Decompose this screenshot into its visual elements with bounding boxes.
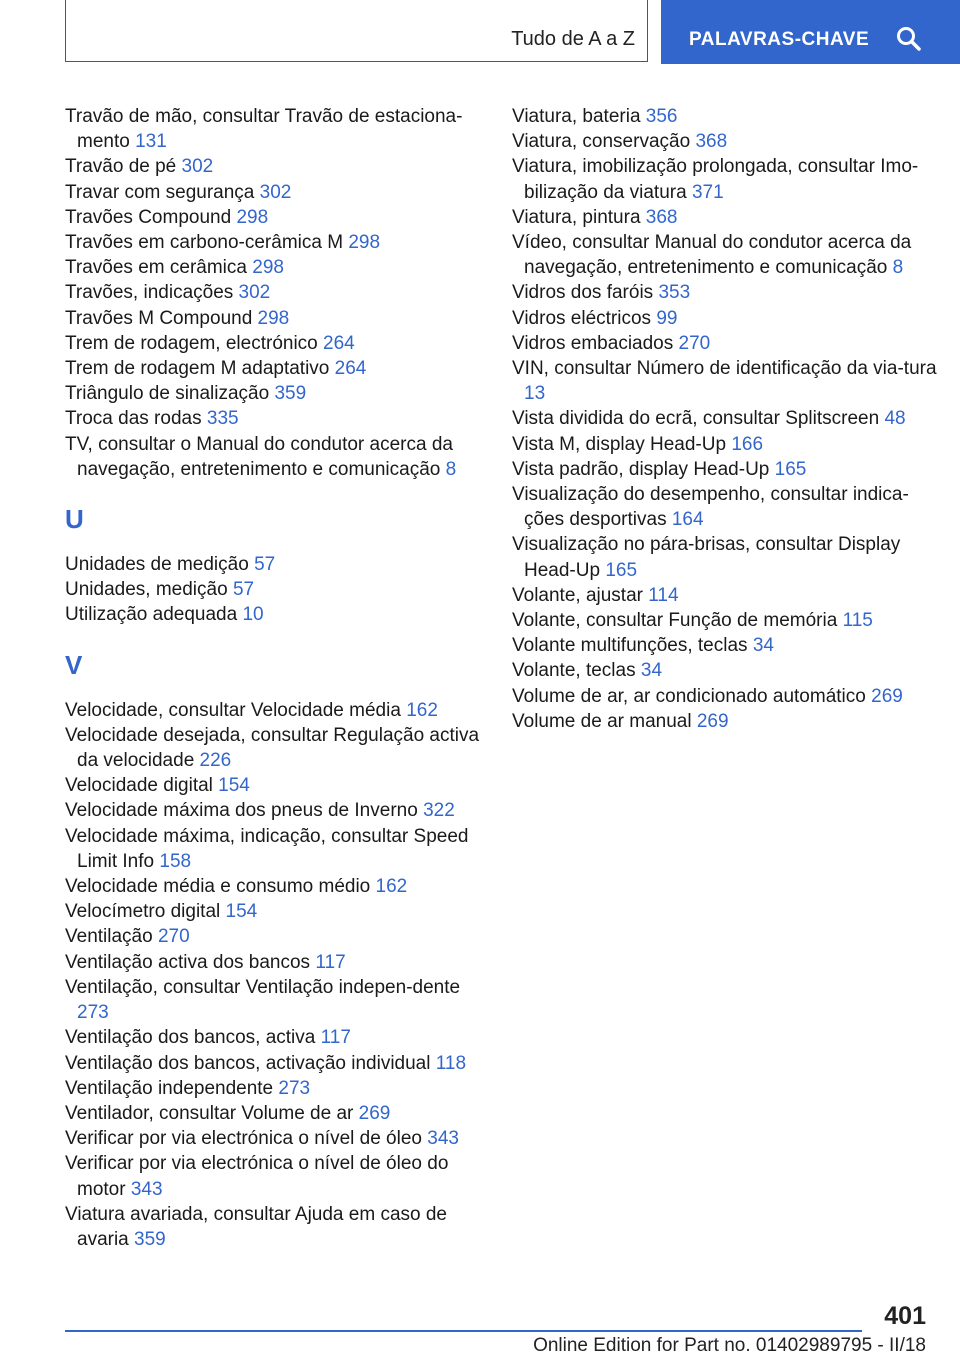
page-reference-link[interactable]: 162 [375, 876, 408, 898]
page-reference-link[interactable]: 264 [323, 332, 355, 354]
index-entry-text: Vista dividida do ecrã, consultar Splitscreen [512, 408, 880, 430]
page-reference-link[interactable]: 165 [605, 559, 638, 581]
index-entry-text: Trem de rodagem M adaptativo [65, 358, 330, 380]
index-entry [512, 709, 942, 734]
page-reference-link[interactable]: 34 [752, 635, 774, 657]
page-reference-link[interactable]: 270 [678, 332, 711, 354]
index-entry [512, 583, 942, 608]
page-reference-link[interactable]: 269 [696, 710, 729, 732]
index-entry-text: Ventilação, consultar Ventilação indepen-dente [65, 976, 461, 998]
index-entry [65, 1126, 495, 1151]
page-reference-link[interactable]: 298 [257, 307, 290, 329]
page-reference-link[interactable]: 10 [242, 604, 264, 626]
index-entry [65, 356, 495, 381]
index-entry [65, 432, 495, 482]
index-entry-text: Verificar por via electrónica o nível de óleo do motor [65, 1153, 449, 1200]
page-reference-link[interactable]: 162 [406, 699, 438, 721]
index-entry [65, 698, 495, 723]
index-entry-text: Viatura, imobilização prolongada, consultar Imo-bilização da viatura [512, 156, 919, 203]
index-entry [65, 1151, 495, 1201]
page-reference-link[interactable]: 343 [130, 1178, 163, 1200]
index-entry-text: Volante, teclas [512, 660, 636, 682]
index-entry [512, 633, 942, 658]
index-entry [65, 723, 495, 773]
page-reference-link[interactable]: 99 [656, 307, 678, 329]
index-entry-text: Travões em cerâmica [65, 257, 247, 279]
page-reference-link[interactable]: 298 [252, 257, 284, 279]
index-entry [65, 154, 495, 179]
page-reference-link[interactable]: 298 [236, 206, 269, 228]
page-reference-link[interactable]: 359 [274, 383, 307, 405]
index-entry-text: Viatura avariada, consultar Ajuda em caso de avaria [65, 1203, 447, 1250]
index-entry-text: Velocidade digital [65, 775, 213, 797]
index-entry [65, 230, 495, 255]
index-entry-text: Viatura, bateria [512, 106, 641, 127]
page-reference-link[interactable]: 131 [135, 131, 167, 153]
index-entry-text: Vista M, display Head-Up [512, 433, 727, 455]
index-entry-text: Velocidade, consultar Velocidade média [65, 699, 401, 721]
section-letter: V [65, 649, 83, 680]
index-entry-text: Velocidade máxima, indicação, consultar Speed Limit Info [65, 825, 469, 872]
index-entry-text: Ventilação dos bancos, activa [65, 1027, 316, 1049]
index-entry-text: Verificar por via electrónica o nível de óleo [65, 1128, 422, 1150]
section-letter: U [65, 504, 84, 535]
index-entry-text: Viatura, pintura [512, 206, 641, 228]
index-entry-text: Ventilação activa dos bancos [65, 951, 311, 973]
index-entry [65, 1025, 495, 1050]
page-reference-link[interactable]: 117 [315, 951, 346, 973]
index-entry [65, 577, 495, 602]
page-reference-link[interactable]: 269 [358, 1102, 391, 1124]
index-entry-text: Ventilador, consultar Volume de ar [65, 1102, 354, 1124]
index-entry-text: Travões M Compound [65, 307, 253, 329]
page-reference-link[interactable]: 298 [348, 232, 381, 254]
page-reference-link[interactable]: 356 [645, 106, 678, 127]
index-entry [65, 255, 495, 280]
index-entry-text: Travões Compound [65, 206, 232, 228]
index-entry [65, 824, 495, 874]
page-reference-link[interactable]: 335 [206, 408, 239, 430]
index-entry-text: VIN, consultar Número de identificação da via-tura [512, 358, 937, 380]
index-entry [512, 356, 942, 406]
index-entry [512, 432, 942, 457]
keywords-tab[interactable] [661, 0, 960, 64]
index-entry [65, 773, 495, 798]
page-reference-link[interactable]: 359 [134, 1228, 166, 1250]
page-reference-link[interactable]: 166 [731, 433, 764, 455]
page-reference-link[interactable]: 118 [435, 1052, 467, 1074]
index-entry-text: Travões, indicações [65, 282, 234, 304]
index-entry [512, 457, 942, 482]
index-entry-text: Vídeo, consultar Manual do condutor acerca da navegação, entretenimento e comunicação [512, 232, 912, 279]
index-entry-text: Velocidade desejada, consultar Regulação activa da velocidade [65, 724, 480, 772]
page-reference-link[interactable]: 273 [278, 1077, 311, 1099]
index-entry-text: Vidros dos faróis [512, 282, 654, 304]
index-entry [65, 924, 495, 949]
index-entry [512, 230, 942, 280]
index-entry-text: Velocímetro digital [65, 901, 221, 923]
index-entry [512, 129, 942, 154]
page-reference-link[interactable]: 114 [648, 584, 679, 606]
index-entry-text: Volante multifunções, teclas [512, 635, 748, 657]
index-entry-text: Volante, ajustar [512, 584, 643, 606]
page-reference-link[interactable]: 302 [259, 181, 292, 203]
index-entry [65, 899, 495, 924]
index-entry-text: Vidros eléctricos [512, 307, 652, 329]
index-entry [65, 331, 495, 356]
index-entry [512, 306, 942, 331]
index-entry-text: Vista padrão, display Head-Up [512, 458, 770, 480]
page-reference-link[interactable]: 154 [218, 775, 250, 797]
index-entry-text: Vidros embaciados [512, 332, 674, 354]
index-entry [65, 406, 495, 431]
index-entry-text: Unidades de medição [65, 554, 249, 576]
index-entry [65, 874, 495, 899]
index-entry-text: Troca das rodas [65, 408, 202, 430]
page-reference-link[interactable]: 117 [320, 1027, 351, 1049]
index-entry [65, 1202, 495, 1252]
index-entry [512, 154, 942, 204]
index-entry-text: Ventilação dos bancos, activação individual [65, 1052, 431, 1074]
index-entry [512, 280, 942, 305]
index-entry-text: Volume de ar manual [512, 710, 692, 732]
page-reference-link[interactable]: 322 [423, 800, 455, 822]
page-reference-link[interactable]: 34 [640, 660, 663, 682]
index-entry [512, 482, 942, 532]
index-entry [65, 205, 495, 230]
page-reference-link[interactable]: 368 [695, 131, 728, 153]
index-entry [512, 532, 942, 582]
index-entry [65, 280, 495, 305]
page-reference-link[interactable]: 343 [427, 1128, 459, 1150]
section-tab[interactable] [65, 0, 648, 62]
page-reference-link[interactable]: 57 [254, 554, 276, 576]
page-reference-link[interactable]: 13 [524, 383, 546, 405]
page-reference-link[interactable]: 57 [232, 579, 255, 601]
page-reference-link[interactable]: 353 [658, 282, 691, 304]
page-reference-link[interactable]: 158 [159, 850, 192, 872]
page-reference-link[interactable]: 154 [225, 901, 258, 923]
index-entry [65, 1051, 495, 1076]
page-reference-link[interactable]: 302 [181, 156, 214, 178]
search-icon [896, 26, 922, 52]
index-column-right [512, 104, 942, 734]
index-entry [65, 1076, 495, 1101]
index-entry-text: Travão de mão, consultar Travão de estaciona-mento [65, 106, 463, 153]
page-reference-link[interactable]: 8 [445, 458, 457, 480]
index-entry-text: Travar com segurança [65, 181, 255, 203]
index-entry [65, 306, 495, 331]
index-entry [65, 381, 495, 406]
section-tab-label: Tudo de A a Z [511, 28, 635, 50]
index-entry-text: Triângulo de sinalização [65, 383, 270, 405]
index-entry-text: Utilização adequada [65, 604, 238, 626]
index-entry [65, 950, 495, 975]
index-entry [512, 331, 942, 356]
page-reference-link[interactable]: 115 [842, 610, 873, 632]
keywords-tab-label: PALAVRAS-CHAVE [689, 29, 870, 50]
index-column-left [65, 104, 495, 1252]
page-reference-link[interactable]: 270 [157, 926, 190, 948]
index-entry [65, 552, 495, 577]
page-reference-link[interactable]: 371 [691, 181, 724, 203]
page-reference-link[interactable]: 226 [199, 750, 232, 772]
index-entry [512, 658, 942, 683]
page-reference-link[interactable]: 264 [334, 358, 367, 380]
index-entry [65, 1101, 495, 1126]
page-reference-link[interactable]: 368 [645, 206, 678, 228]
index-entry [65, 975, 495, 1025]
footer-edition: Online Edition for Part no. 01402989795 - II/18 [533, 1335, 926, 1356]
page-reference-link[interactable]: 164 [671, 509, 704, 531]
index-entry [512, 608, 942, 633]
index-entry-text: TV, consultar o Manual do condutor acerca da navegação, entretenimento e comunicação [65, 433, 453, 480]
index-entry-text: Unidades, medição [65, 579, 228, 601]
page-reference-link[interactable]: 165 [774, 458, 807, 480]
index-entry-text: Velocidade média e consumo médio [65, 876, 371, 898]
index-entry-text: Travões em carbono-cerâmica M [65, 232, 344, 254]
index-entry-text: Visualização no pára-brisas, consultar Display Head-Up [512, 534, 901, 581]
page-reference-link[interactable]: 302 [238, 282, 271, 304]
index-entry-text: Trem de rodagem, electrónico [65, 332, 318, 354]
footer-rule [65, 1330, 862, 1332]
index-entry [65, 104, 495, 154]
index-entry [65, 798, 495, 823]
index-entry-text: Velocidade máxima dos pneus de Inverno [65, 800, 418, 822]
index-entry-text: Volante, consultar Função de memória [512, 610, 838, 632]
index-entry [65, 602, 495, 627]
page-reference-link[interactable]: 273 [77, 1002, 109, 1024]
index-entry [512, 104, 942, 129]
index-entry-text: Ventilação [65, 926, 153, 948]
page-reference-link[interactable]: 8 [892, 257, 904, 279]
index-entry-text: Travão de pé [65, 156, 177, 178]
index-entry [65, 180, 495, 205]
index-entry [512, 406, 942, 431]
page-reference-link[interactable]: 48 [884, 408, 906, 430]
index-entry-text: Ventilação independente [65, 1077, 274, 1099]
index-entry [512, 205, 942, 230]
page-reference-link[interactable]: 269 [871, 685, 903, 707]
index-entry-text: Volume de ar, ar condicionado automático [512, 685, 866, 707]
index-entry-text: Viatura, conservação [512, 131, 691, 153]
index-entry-text: Visualização do desempenho, consultar indica-ções desportivas [512, 484, 909, 531]
page-number: 401 [884, 1302, 926, 1330]
index-entry [512, 684, 942, 709]
